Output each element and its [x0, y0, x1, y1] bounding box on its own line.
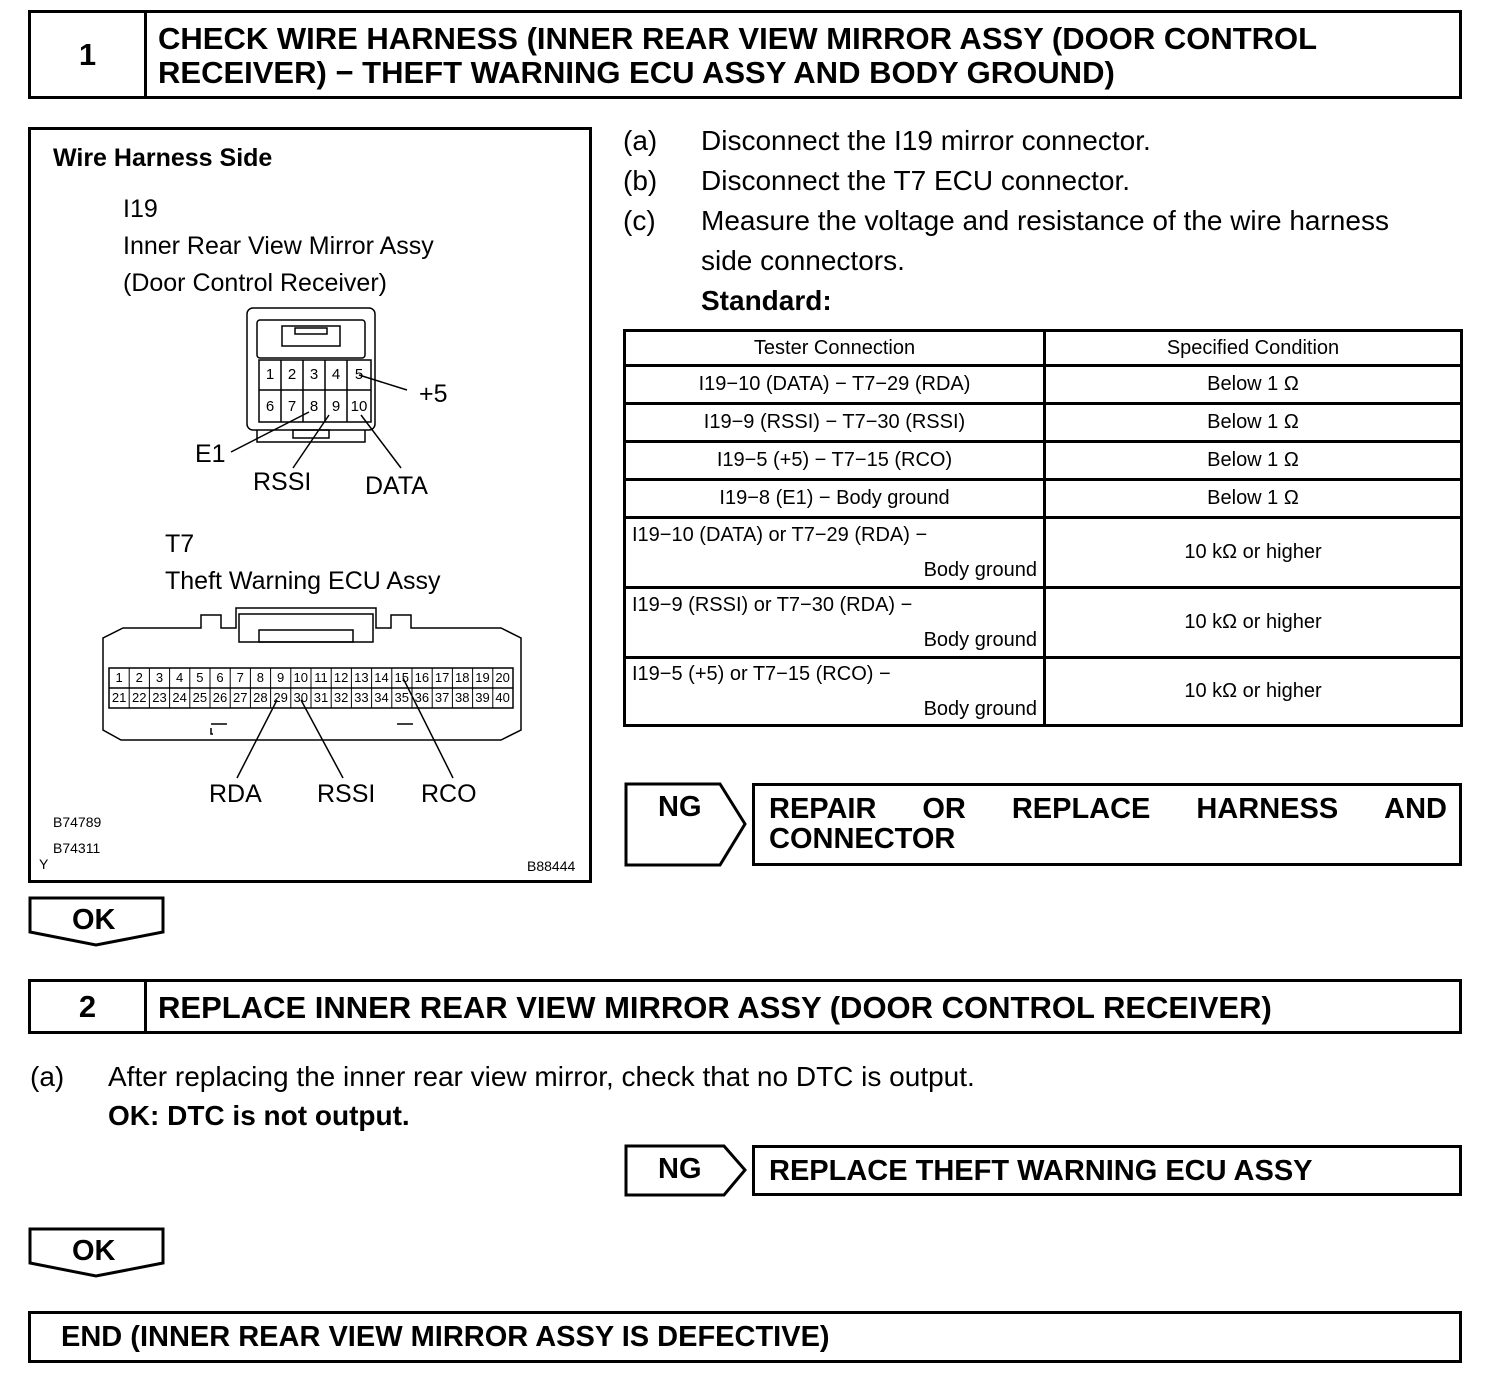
table-cell-conn-line1: I19−10 (DATA) or T7−29 (RDA) −	[632, 523, 928, 546]
table-row	[625, 442, 1462, 480]
t7-pin: 27	[232, 690, 248, 705]
step2-ok-condition	[108, 1096, 410, 1136]
standard-label-text: Standard:	[701, 285, 832, 316]
table-cell-conn: I19−10 (DATA) − T7−29 (RDA)	[625, 366, 1045, 404]
t7-pin: 30	[293, 690, 309, 705]
table-cell-conn: I19−9 (RSSI) − T7−30 (RSSI)	[625, 404, 1045, 442]
t7-pin: 31	[313, 690, 329, 705]
instruction-c-text: Measure the voltage and resistance of the wire harness	[701, 205, 1389, 236]
i19-pin-10: 10	[350, 398, 368, 415]
t7-pin: 5	[196, 670, 204, 685]
ok2-label: OK	[72, 1235, 116, 1267]
instruction-c-text-cont: side connectors.	[701, 245, 905, 276]
table-cell-conn-line2: Body ground	[923, 628, 1037, 651]
conn1-code: I19	[123, 195, 158, 223]
diagram-header: Wire Harness Side	[53, 144, 273, 172]
ref-code-y: Y	[39, 856, 49, 872]
table-cell-conn	[625, 518, 1045, 588]
ok1-label: OK	[72, 904, 116, 936]
table-cell-conn	[625, 588, 1045, 658]
table-cell-cond: 10 kΩ or higher	[1045, 518, 1462, 588]
table-cell-cond: 10 kΩ or higher	[1045, 588, 1462, 658]
table-header-condition: Specified Condition	[1045, 331, 1462, 366]
t7-pin: 16	[414, 670, 430, 685]
step2-title: REPLACE INNER REAR VIEW MIRROR ASSY (DOOR CONTROL RECEIVER)	[158, 990, 1272, 1025]
table-row	[625, 366, 1462, 404]
i19-pin-8: 8	[309, 398, 319, 415]
i19-pin-5: 5	[354, 366, 364, 383]
i19-label-data: DATA	[365, 472, 428, 500]
table-cell-cond: Below 1 Ω	[1045, 404, 1462, 442]
ref-code-3: B88444	[527, 858, 576, 874]
t7-pin: 15	[394, 670, 409, 685]
t7-pin: 37	[434, 690, 450, 705]
t7-pin: 18	[455, 670, 470, 685]
t7-pin: 11	[314, 670, 328, 685]
ng1-word: OR	[922, 793, 966, 825]
t7-pin: 13	[354, 670, 369, 685]
t7-pin: 39	[475, 690, 490, 705]
t7-pin: 25	[192, 690, 208, 705]
standard-table	[623, 329, 1463, 727]
t7-pin: 1	[115, 670, 123, 685]
t7-pin: 21	[111, 690, 127, 705]
i19-pin-3: 3	[309, 366, 319, 383]
t7-pin: 6	[216, 670, 224, 685]
step2-header	[28, 979, 1462, 1034]
ng1-result-line1	[769, 793, 1447, 826]
i19-pin-9: 9	[331, 398, 341, 415]
table-header-tester: Tester Connection	[625, 331, 1045, 366]
i19-pin-6: 6	[265, 398, 275, 415]
instruction-b-text: Disconnect the T7 ECU connector.	[701, 165, 1131, 196]
ng2-label: NG	[658, 1153, 702, 1185]
step1-header	[28, 10, 1462, 99]
table-row	[625, 588, 1462, 658]
i19-pin-row-top	[259, 366, 371, 383]
ng2-result-text: REPLACE THEFT WARNING ECU ASSY	[769, 1155, 1313, 1187]
t7-pin: 10	[293, 670, 309, 685]
i19-label-rssi: RSSI	[253, 468, 312, 496]
table-cell-conn-line2: Body ground	[923, 697, 1037, 720]
ng1-result-box	[752, 783, 1462, 866]
t7-pin: 2	[135, 670, 143, 685]
i19-pin-1: 1	[265, 366, 275, 383]
instruction-a-label: (a)	[623, 125, 658, 156]
conn1-name: Inner Rear View Mirror Assy	[123, 232, 434, 260]
t7-pin: 7	[236, 670, 244, 685]
table-cell-cond: Below 1 Ω	[1045, 480, 1462, 518]
t7-pin: 35	[394, 690, 409, 705]
instruction-a-text: Disconnect the I19 mirror connector.	[701, 125, 1151, 156]
table-cell-cond: 10 kΩ or higher	[1045, 658, 1462, 726]
i19-pin-2: 2	[287, 366, 297, 383]
t7-pin: 20	[495, 670, 510, 685]
wire-harness-diagram	[28, 127, 592, 883]
i19-label-plus5: +5	[419, 380, 448, 408]
step2-ok-condition-text: OK: DTC is not output.	[108, 1100, 410, 1131]
t7-pin: 9	[276, 670, 285, 685]
i19-pin-row-bottom	[259, 398, 371, 415]
t7-label-rda: RDA	[209, 780, 262, 808]
step2-number: 2	[31, 982, 147, 1031]
end-text: END (INNER REAR VIEW MIRROR ASSY IS DEFECTIVE)	[61, 1321, 830, 1353]
table-cell-cond: Below 1 Ω	[1045, 442, 1462, 480]
t7-pin: 8	[256, 670, 265, 685]
table-row	[625, 518, 1462, 588]
t7-label-rssi: RSSI	[317, 780, 376, 808]
ng1-word: REPAIR	[769, 793, 877, 825]
conn2-name: Theft Warning ECU Assy	[165, 567, 441, 595]
step1-title-line1: CHECK WIRE HARNESS (INNER REAR VIEW MIRROR ASSY (DOOR CONTROL	[158, 21, 1318, 56]
i19-connector-drawing	[31, 130, 589, 880]
t7-pin: 19	[475, 670, 490, 685]
t7-label-rco: RCO	[421, 780, 477, 808]
table-header-row	[625, 331, 1462, 366]
table-row	[625, 404, 1462, 442]
ref-code-1: B74789	[53, 814, 102, 830]
t7-pin: 24	[172, 690, 187, 705]
i19-label-e1: E1	[195, 440, 226, 468]
table-cell-conn-line1: I19−5 (+5) or T7−15 (RCO) −	[632, 662, 891, 685]
t7-pin-row-top	[109, 670, 513, 685]
t7-pin: 33	[354, 690, 369, 705]
t7-pin: 12	[333, 670, 349, 685]
step2-instruction-a-text: After replacing the inner rear view mirror, check that no DTC is output.	[108, 1061, 975, 1092]
step1-number: 1	[31, 13, 147, 96]
t7-pin: 26	[212, 690, 228, 705]
table-row	[625, 658, 1462, 726]
t7-pin: 4	[176, 670, 184, 685]
instruction-b-label: (b)	[623, 165, 658, 196]
t7-pin: 38	[455, 690, 470, 705]
t7-pin: 23	[152, 690, 167, 705]
t7-pin: 32	[333, 690, 349, 705]
standard-label	[701, 281, 832, 321]
table-row	[625, 480, 1462, 518]
t7-pin: 14	[374, 670, 389, 685]
t7-pin: 28	[253, 690, 268, 705]
instruction-c-label: (c)	[623, 205, 656, 236]
step2-instruction-a-label: (a)	[30, 1061, 65, 1092]
i19-pin-4: 4	[331, 366, 341, 383]
ng1-result-line2: CONNECTOR	[769, 823, 956, 855]
t7-pin: 36	[414, 690, 430, 705]
i19-pin-7: 7	[287, 398, 297, 415]
table-cell-conn-line1: I19−9 (RSSI) or T7−30 (RDA) −	[632, 593, 913, 616]
table-cell-conn: I19−5 (+5) − T7−15 (RCO)	[625, 442, 1045, 480]
ng1-word: HARNESS	[1196, 793, 1339, 825]
table-cell-conn: I19−8 (E1) − Body ground	[625, 480, 1045, 518]
t7-pin: 29	[273, 690, 288, 705]
ng1-word: AND	[1384, 793, 1447, 825]
ng1-label: NG	[658, 791, 702, 823]
table-cell-conn	[625, 658, 1045, 726]
ng2-result-box	[752, 1145, 1462, 1196]
ng1-word: REPLACE	[1011, 793, 1151, 825]
t7-pin-row-bottom	[109, 690, 513, 705]
table-cell-conn-line2: Body ground	[923, 558, 1037, 581]
t7-pin: 34	[374, 690, 389, 705]
conn2-code: T7	[165, 530, 195, 558]
end-box	[28, 1311, 1462, 1363]
t7-pin: 40	[495, 690, 510, 705]
step1-title-line2: RECEIVER) − THEFT WARNING ECU ASSY AND BODY GROUND)	[158, 55, 1115, 90]
conn1-sub: (Door Control Receiver)	[123, 269, 387, 297]
ref-code-2: B74311	[53, 840, 101, 856]
t7-pin: 3	[155, 670, 164, 685]
t7-pin: 17	[434, 670, 450, 685]
table-cell-cond: Below 1 Ω	[1045, 366, 1462, 404]
t7-pin: 22	[132, 690, 147, 705]
